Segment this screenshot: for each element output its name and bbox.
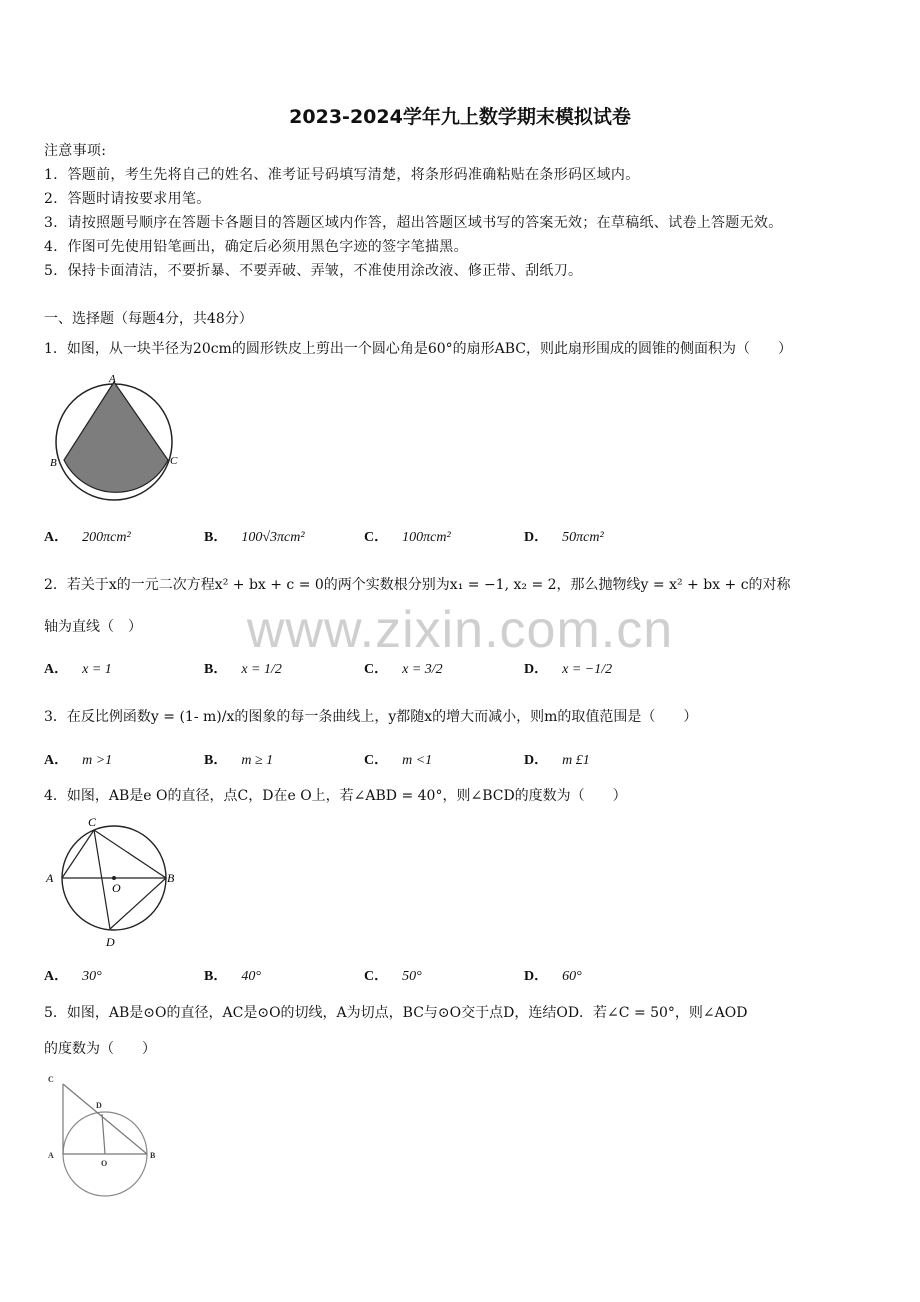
note-item: 3．请按照题号顺序在答题卡各题目的答题区域内作答，超出答题区域书写的答案无效；在草稿纸、试卷上答题无效。 <box>44 215 783 231</box>
q4-label-b: B <box>167 871 175 885</box>
q3-option-b[interactable]: B． m ≥ 1 <box>204 753 274 768</box>
note-item: 2．答题时请按要求用笔。 <box>44 191 211 207</box>
q2-option-b[interactable]: B． x = 1/2 <box>204 662 282 677</box>
q5-label-b: B <box>150 1151 156 1160</box>
question-5-stem-line1: 5．如图，AB是⊙O的直径，AC是⊙O的切线，A为切点，BC与⊙O交于点D，连结OD．若∠C = 50°，则∠AOD <box>44 1005 748 1021</box>
q4-label-c: C <box>88 815 97 829</box>
question-2-stem-line1: 2．若关于x的一元二次方程x² + bx + c = 0的两个实数根分别为x₁ = −1, x₂ = 2，那么抛物线y = x² + bx + c的对称 <box>44 577 791 593</box>
question-4-stem: 4．如图，AB是e O的直径，点C，D在e O上，若∠ABD = 40°，则∠BCD的度数为（ ） <box>44 788 627 804</box>
q1-option-a[interactable]: A． 200πcm² <box>44 530 131 545</box>
q3-option-d[interactable]: D． m £1 <box>524 753 590 768</box>
q4-label-o: O <box>112 881 121 895</box>
notes-heading: 注意事项: <box>44 143 107 159</box>
q1-option-c[interactable]: C． 100πcm² <box>364 530 451 545</box>
question-2-stem-line2: 轴为直线（ ） <box>44 619 142 635</box>
q5-label-o: O <box>101 1159 108 1168</box>
q2-option-a[interactable]: A． x = 1 <box>44 662 112 677</box>
q5-figure <box>44 1070 166 1200</box>
q1-label-c: C <box>170 455 178 467</box>
q4-figure <box>44 812 184 954</box>
q4-option-b[interactable]: B． 40° <box>204 969 261 984</box>
q1-option-b[interactable]: B． 100√3πcm² <box>204 530 305 545</box>
page-title: 2023-2024学年九上数学期末模拟试卷 <box>289 106 631 128</box>
q1-option-d[interactable]: D． 50πcm² <box>524 530 604 545</box>
question-1-stem: 1．如图，从一块半径为20cm的圆形铁皮上剪出一个圆心角是60°的扇形ABC，则此扇形围成的圆锥的侧面积为（ ） <box>44 341 793 357</box>
q2-option-c[interactable]: C． x = 3/2 <box>364 662 443 677</box>
q5-label-a: A <box>48 1151 54 1160</box>
q4-label-d: D <box>106 935 115 949</box>
question-5-stem-line2: 的度数为（ ） <box>44 1041 156 1057</box>
note-item: 4．作图可先使用铅笔画出，确定后必须用黑色字迹的签字笔描黑。 <box>44 239 468 255</box>
section-heading: 一、选择题（每题4分，共48分） <box>44 311 253 327</box>
note-item: 5．保持卡面清洁，不要折暴、不要弄破、弄皱，不准使用涂改液、修正带、刮纸刀。 <box>44 263 583 279</box>
q5-label-c: C <box>48 1075 54 1084</box>
q1-label-b: B <box>50 457 57 469</box>
q1-label-a: A <box>109 373 116 385</box>
note-item: 1．答题前，考生先将自己的姓名、准考证号码填写清楚，将条形码准确粘贴在条形码区域内。 <box>44 167 640 183</box>
q4-option-d[interactable]: D． 60° <box>524 969 582 984</box>
q3-option-a[interactable]: A． m >1 <box>44 753 113 768</box>
q4-label-a: A <box>46 871 54 885</box>
q5-label-d: D <box>96 1101 102 1110</box>
q4-option-c[interactable]: C． 50° <box>364 969 422 984</box>
q3-option-c[interactable]: C． m <1 <box>364 753 433 768</box>
q1-figure <box>46 372 186 504</box>
question-3-stem: 3．在反比例函数y = (1- m)/x的图象的每一条曲线上，y都随x的增大而减小，则m的取值范围是（ ） <box>44 709 698 725</box>
q4-option-a[interactable]: A． 30° <box>44 969 102 984</box>
q2-option-d[interactable]: D． x = −1/2 <box>524 662 613 677</box>
watermark: www.zixin.com.cn <box>246 601 674 659</box>
